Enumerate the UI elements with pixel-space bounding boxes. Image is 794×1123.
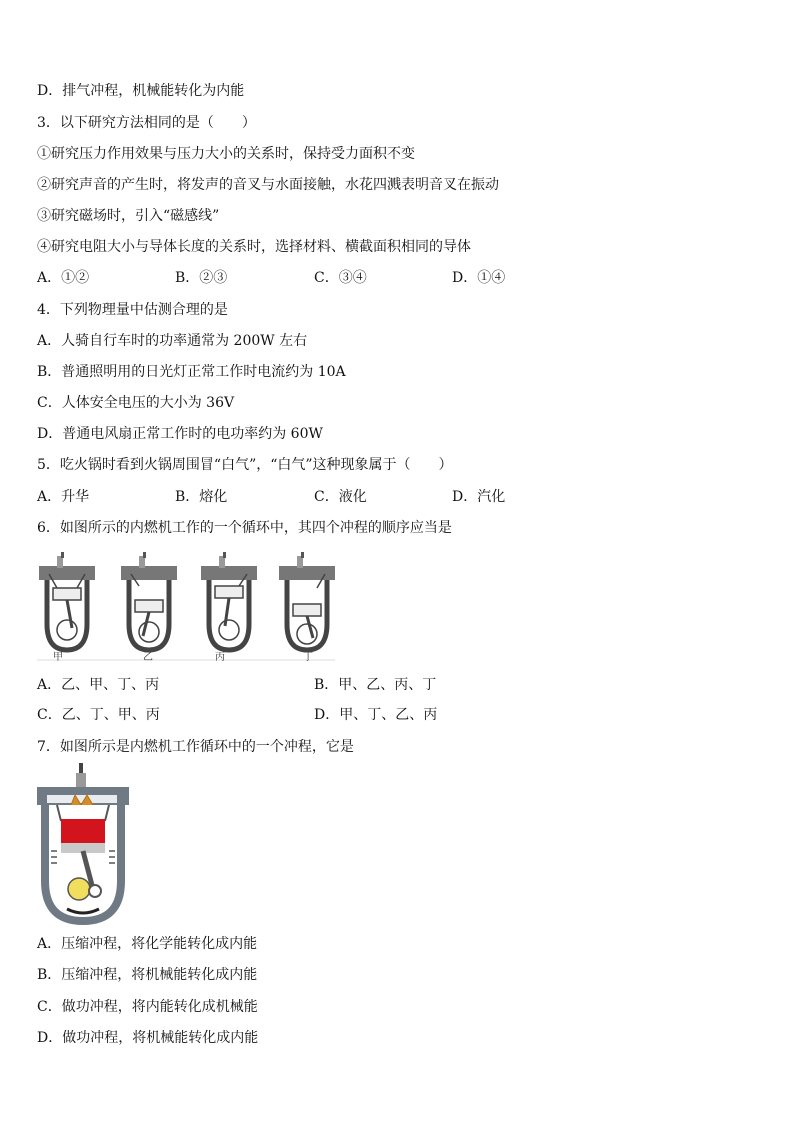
- q6-option-a: A．乙、甲、丁、丙: [37, 677, 160, 693]
- q3-item-4: ④研究电阻大小与导体长度的关系时，选择材料、横截面积相同的导体: [37, 239, 471, 255]
- q4-option-d: D．普通电风扇正常工作时的电功率约为 60W: [37, 426, 323, 442]
- q3-option-c: C．③④: [314, 270, 367, 286]
- q4-stem: 4．下列物理量中估测合理的是: [37, 302, 228, 318]
- four-stroke-engine-figure: [37, 550, 337, 662]
- q6-option-c: C．乙、丁、甲、丙: [37, 707, 160, 723]
- engine-stroke-diagram: [37, 763, 137, 928]
- q6-option-d: D．甲、丁、乙、丙: [314, 707, 438, 723]
- q3-option-d: D．①④: [452, 270, 506, 286]
- q7-option-d: D．做功冲程，将机械能转化成内能: [37, 1030, 259, 1046]
- q5-option-b: B．熔化: [175, 489, 228, 505]
- q5-option-c: C．液化: [314, 489, 367, 505]
- engine-bing-illustration: [201, 552, 257, 650]
- q3-stem: 3．以下研究方法相同的是（ ）: [37, 115, 256, 131]
- figure-label-yi: 乙: [143, 652, 153, 663]
- q5-option-d: D．汽化: [452, 489, 506, 505]
- engine-cycle-diagram: [37, 550, 337, 662]
- q5-option-a: A．升华: [37, 489, 90, 505]
- q4-option-b: B．普通照明用的日光灯正常工作时电流约为 10A: [37, 364, 346, 380]
- q3-item-2: ②研究声音的产生时，将发声的音叉与水面接触，水花四溅表明音叉在振动: [37, 177, 499, 193]
- engine-jia-illustration: [39, 552, 95, 650]
- figure-label-ding: 丁: [303, 652, 313, 663]
- q3-item-3: ③研究磁场时，引入“磁感线”: [37, 208, 220, 224]
- q4-option-c: C．人体安全电压的大小为 36V: [37, 395, 235, 411]
- q7-stem: 7．如图所示是内燃机工作循环中的一个冲程，它是: [37, 739, 354, 755]
- engine-ding-illustration: [279, 552, 335, 650]
- figure-label-bing: 丙: [215, 652, 225, 663]
- q6-option-b: B．甲、乙、丙、丁: [314, 677, 437, 693]
- q3-option-b: B．②③: [175, 270, 228, 286]
- q3-option-a: A．①②: [37, 270, 90, 286]
- q2-option-d: D．排气冲程，机械能转化为内能: [37, 83, 245, 99]
- q3-item-1: ①研究压力作用效果与压力大小的关系时，保持受力面积不变: [37, 146, 415, 162]
- q6-stem: 6．如图所示的内燃机工作的一个循环中，其四个冲程的顺序应当是: [37, 520, 452, 536]
- power-stroke-engine-figure: [37, 763, 137, 928]
- q7-option-c: C．做功冲程，将内能转化成机械能: [37, 999, 258, 1015]
- engine-yi-illustration: [121, 552, 177, 650]
- q5-stem: 5．吃火锅时看到火锅周围冒“白气”，“白气”这种现象属于（ ）: [37, 457, 453, 473]
- q4-option-a: A．人骑自行车时的功率通常为 200W 左右: [37, 333, 308, 349]
- q7-option-b: B．压缩冲程，将机械能转化成内能: [37, 967, 258, 983]
- q7-option-a: A．压缩冲程，将化学能转化成内能: [37, 936, 258, 952]
- figure-label-jia: 甲: [53, 652, 63, 663]
